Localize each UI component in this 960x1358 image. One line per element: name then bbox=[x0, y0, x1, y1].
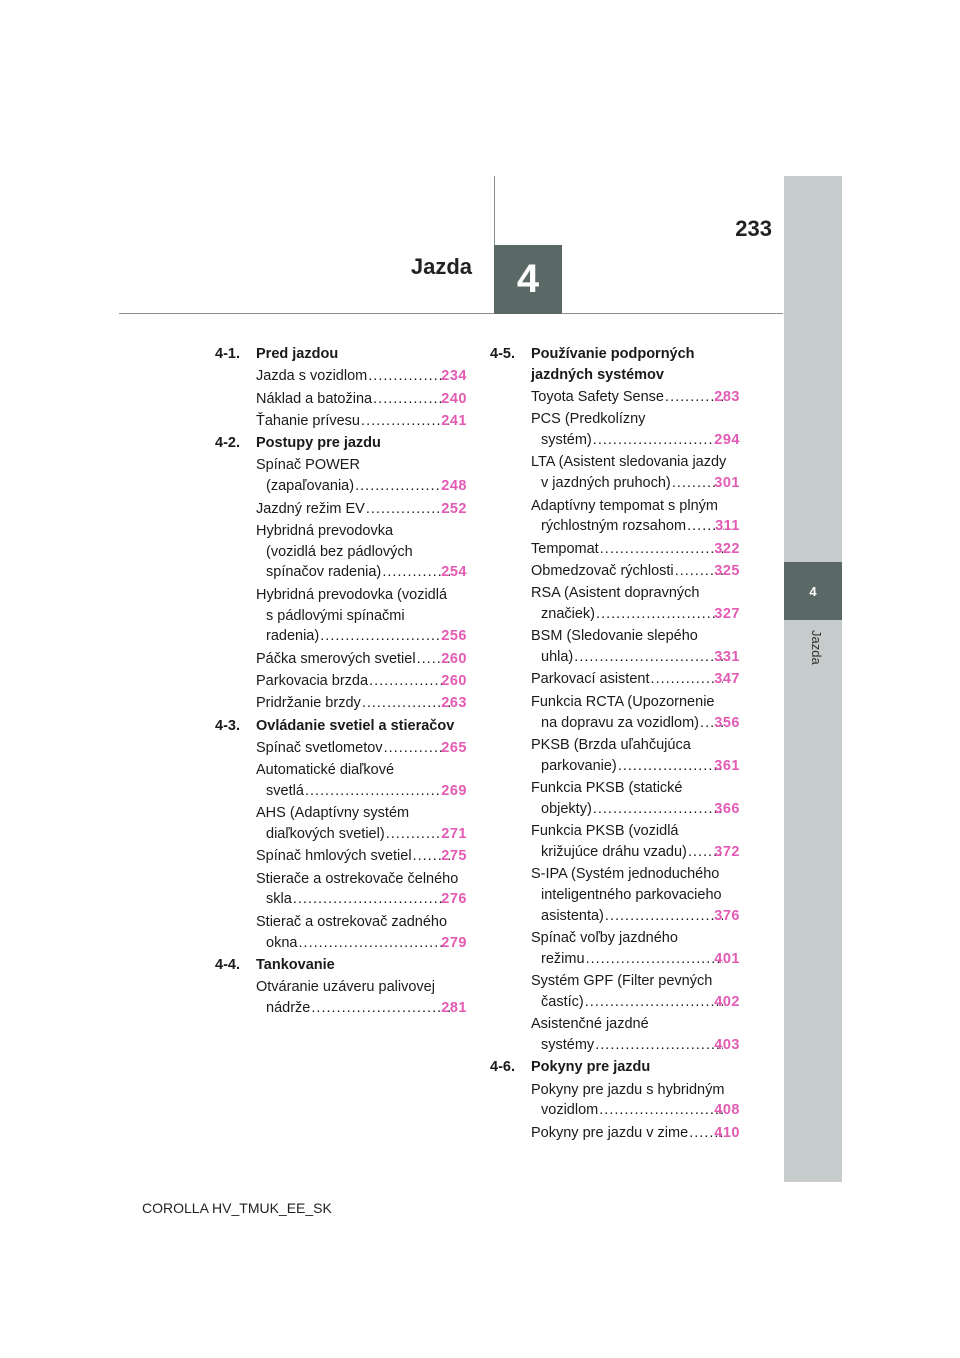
entry-text: Spínač hmlových svetiel bbox=[256, 848, 412, 865]
toc-entry[interactable] bbox=[256, 649, 467, 670]
page-link[interactable]: 372 bbox=[714, 843, 740, 860]
toc-section-heading bbox=[215, 955, 467, 976]
page-link[interactable]: 322 bbox=[714, 540, 740, 557]
toc-entry[interactable] bbox=[531, 583, 740, 625]
dot-leader bbox=[305, 781, 450, 802]
entry-text: Systém GPF (Filter pevných bbox=[531, 973, 713, 990]
dot-leader bbox=[574, 647, 723, 668]
entry-text: BSM (Sledovanie slepého bbox=[531, 628, 698, 645]
page-link[interactable]: 410 bbox=[714, 1124, 740, 1141]
entry-text: spínačov radenia) bbox=[266, 564, 382, 581]
page-link[interactable]: 356 bbox=[714, 714, 740, 731]
entry-text: uhla) bbox=[541, 649, 574, 666]
section-number: 4-4. bbox=[215, 956, 240, 973]
toc-entry[interactable] bbox=[531, 669, 740, 690]
toc-entry[interactable] bbox=[256, 738, 467, 759]
dot-leader bbox=[366, 499, 451, 520]
dot-leader bbox=[599, 1100, 723, 1121]
dot-leader bbox=[311, 998, 450, 1019]
entry-text: Jazda s vozidlom bbox=[256, 368, 368, 385]
entry-text: Ťahanie prívesu bbox=[256, 412, 360, 429]
dot-leader bbox=[320, 626, 450, 647]
toc-entry[interactable] bbox=[531, 928, 740, 970]
page-link[interactable]: 263 bbox=[441, 695, 467, 712]
toc-entry[interactable] bbox=[256, 846, 467, 867]
toc-left-column bbox=[215, 344, 467, 1020]
entry-text: režimu bbox=[541, 950, 585, 967]
toc-entry[interactable] bbox=[531, 387, 740, 408]
dot-leader bbox=[596, 604, 723, 625]
chapter-title: Jazda bbox=[410, 254, 472, 279]
dot-leader bbox=[593, 430, 724, 451]
entry-text: Toyota Safety Sense bbox=[531, 389, 664, 406]
toc-entry[interactable] bbox=[531, 539, 740, 560]
page-link[interactable]: 256 bbox=[441, 628, 467, 645]
page-link[interactable]: 331 bbox=[714, 649, 740, 666]
entry-text: asistenta) bbox=[541, 907, 604, 924]
entry-text: LTA (Asistent sledovania jazdy bbox=[531, 454, 727, 471]
section-number: 4-6. bbox=[490, 1059, 515, 1076]
toc-entry[interactable] bbox=[256, 411, 467, 432]
toc-entry[interactable] bbox=[531, 561, 740, 582]
toc-entry[interactable] bbox=[531, 1123, 740, 1144]
dot-leader bbox=[618, 756, 724, 777]
entry-text: skla bbox=[266, 891, 292, 908]
toc-entry[interactable] bbox=[256, 455, 467, 497]
page-link[interactable]: 327 bbox=[714, 606, 740, 623]
entry-text: značiek) bbox=[541, 606, 595, 623]
page-link[interactable]: 260 bbox=[441, 672, 467, 689]
page-link[interactable]: 376 bbox=[714, 907, 740, 924]
toc-entry[interactable] bbox=[531, 1080, 740, 1122]
page-link[interactable]: 301 bbox=[714, 475, 740, 492]
page-link[interactable]: 366 bbox=[714, 800, 740, 817]
section-title: Pokyny pre jazdu bbox=[531, 1059, 651, 1076]
entry-text: systémy bbox=[541, 1037, 595, 1053]
toc-entry[interactable] bbox=[531, 778, 740, 820]
page-link[interactable]: 265 bbox=[441, 739, 467, 756]
toc-entry[interactable] bbox=[256, 671, 467, 692]
entry-text: (zapaľovania) bbox=[266, 478, 355, 495]
toc-entry[interactable] bbox=[531, 971, 740, 1013]
page-link[interactable]: 240 bbox=[441, 390, 467, 407]
chapter-number-box: 4 bbox=[494, 245, 562, 314]
entry-text: Pokyny pre jazdu s hybridným bbox=[531, 1081, 725, 1098]
entry-text: okna bbox=[266, 934, 298, 951]
toc-entry[interactable] bbox=[531, 626, 740, 668]
dot-leader bbox=[355, 476, 450, 497]
toc-entry[interactable] bbox=[256, 977, 467, 1019]
entry-text: Asistenčné jazdné bbox=[531, 1016, 649, 1033]
page-link[interactable]: 401 bbox=[714, 950, 740, 967]
entry-text: s pádlovými spínačmi bbox=[266, 607, 405, 624]
entry-text: Pridržanie brzdy bbox=[256, 695, 361, 712]
toc-entry[interactable] bbox=[531, 821, 740, 863]
entry-text: svetlá bbox=[266, 782, 304, 799]
toc-entry[interactable] bbox=[256, 760, 467, 802]
entry-text: diaľkových svetiel) bbox=[266, 826, 385, 843]
toc-section-heading bbox=[490, 344, 740, 386]
entry-text: (vozidlá bez pádlových bbox=[266, 543, 413, 560]
entry-text: Funkcia PKSB (vozidlá bbox=[531, 823, 679, 840]
entry-text: Parkovacia brzda bbox=[256, 672, 369, 689]
page-link[interactable]: 281 bbox=[441, 999, 467, 1016]
entry-text: PKSB (Brzda uľahčujúca bbox=[531, 736, 691, 753]
entry-text: parkovanie) bbox=[541, 757, 617, 774]
dot-leader bbox=[605, 906, 723, 927]
page-link[interactable]: 408 bbox=[714, 1102, 740, 1119]
dot-leader bbox=[650, 669, 723, 690]
entry-text: v jazdných pruhoch) bbox=[541, 475, 671, 492]
dot-leader bbox=[298, 933, 450, 954]
toc-entry[interactable] bbox=[256, 585, 467, 647]
dot-leader bbox=[362, 693, 451, 714]
side-tab-number[interactable]: 4 bbox=[784, 562, 842, 620]
toc-section-heading bbox=[215, 344, 467, 365]
dot-leader bbox=[368, 366, 450, 387]
dot-leader bbox=[600, 539, 724, 560]
entry-text: Spínač svetlometov bbox=[256, 739, 383, 756]
entry-text: AHS (Adaptívny systém bbox=[256, 805, 410, 822]
entry-text: Funkcia RCTA (Upozornenie bbox=[531, 693, 715, 710]
dot-leader bbox=[369, 671, 450, 692]
toc-section-heading bbox=[215, 433, 467, 454]
dot-leader bbox=[382, 562, 450, 583]
section-number: 4-1. bbox=[215, 346, 240, 362]
section-number: 4-5. bbox=[490, 346, 515, 362]
page-link[interactable]: 311 bbox=[715, 518, 740, 535]
dot-leader bbox=[593, 799, 724, 820]
entry-text: Parkovací asistent bbox=[531, 671, 650, 688]
entry-text: Stierače a ostrekovače čelného bbox=[256, 870, 459, 887]
page-link[interactable]: 347 bbox=[714, 671, 740, 688]
entry-text: Hybridná prevodovka bbox=[256, 522, 394, 539]
dot-leader bbox=[595, 1035, 723, 1056]
toc-entry[interactable] bbox=[531, 1014, 740, 1056]
toc-entry[interactable] bbox=[531, 735, 740, 777]
dot-leader bbox=[586, 949, 724, 970]
toc-entry[interactable] bbox=[256, 912, 467, 954]
toc-right-column bbox=[490, 344, 740, 1145]
page-link[interactable]: 402 bbox=[714, 993, 740, 1010]
toc-entry[interactable] bbox=[531, 409, 740, 451]
entry-text: Jazdný režim EV bbox=[256, 500, 365, 517]
section-title: Používanie podporných jazdných systémov bbox=[531, 346, 695, 383]
toc-entry[interactable] bbox=[531, 692, 740, 734]
page-link[interactable]: 294 bbox=[714, 432, 740, 449]
page-number: 233 bbox=[735, 216, 772, 241]
page-link[interactable]: 403 bbox=[714, 1037, 740, 1053]
toc-entry[interactable] bbox=[256, 521, 467, 583]
page-link[interactable]: 234 bbox=[441, 368, 467, 385]
toc-section-heading bbox=[215, 716, 467, 737]
page-link[interactable]: 279 bbox=[441, 934, 467, 951]
section-number: 4-2. bbox=[215, 435, 240, 452]
page-link[interactable]: 260 bbox=[441, 650, 467, 667]
entry-text: S-IPA (Systém jednoduchého bbox=[531, 866, 720, 883]
toc-entry[interactable] bbox=[256, 869, 467, 911]
entry-text: RSA (Asistent dopravných bbox=[531, 585, 700, 602]
entry-text: Pokyny pre jazdu v zime bbox=[531, 1124, 689, 1141]
toc-entry[interactable] bbox=[256, 803, 467, 845]
entry-text: Obmedzovač rýchlosti bbox=[531, 562, 674, 579]
entry-text: nádrže bbox=[266, 999, 311, 1016]
side-tab-label: Jazda bbox=[809, 630, 824, 665]
dot-leader bbox=[585, 992, 724, 1013]
page-link[interactable]: 283 bbox=[714, 389, 740, 406]
entry-text: rýchlostným rozsahom bbox=[541, 518, 687, 535]
section-title: Postupy pre jazdu bbox=[256, 435, 381, 452]
entry-text: Adaptívny tempomat s plným bbox=[531, 497, 718, 514]
entry-text: vozidlom bbox=[541, 1102, 599, 1119]
entry-text: na dopravu za vozidlom) bbox=[541, 714, 699, 731]
toc-entry[interactable] bbox=[256, 389, 467, 410]
page-link[interactable]: 271 bbox=[441, 826, 467, 843]
entry-text: objekty) bbox=[541, 800, 592, 817]
entry-text: Páčka smerových svetiel bbox=[256, 650, 416, 667]
page-link[interactable]: 275 bbox=[441, 848, 467, 865]
entry-text: Otváranie uzáveru palivovej bbox=[256, 979, 435, 996]
section-title: Tankovanie bbox=[256, 956, 335, 973]
entry-text: inteligentného parkovacieho bbox=[541, 886, 722, 903]
entry-text: Stierač a ostrekovač zadného bbox=[256, 913, 448, 930]
page-link[interactable]: 269 bbox=[441, 782, 467, 799]
entry-text: PCS (Predkolízny bbox=[531, 411, 646, 428]
page-link[interactable]: 361 bbox=[714, 757, 740, 774]
section-title: Ovládanie svetiel a stieračov bbox=[256, 717, 455, 734]
section-title: Pred jazdou bbox=[256, 346, 339, 362]
toc-entry[interactable] bbox=[256, 499, 467, 520]
header-divider-horizontal bbox=[119, 313, 783, 314]
entry-text: Spínač POWER bbox=[256, 457, 360, 474]
entry-text: križujúce dráhu vzadu) bbox=[541, 843, 687, 860]
entry-text: Tempomat bbox=[531, 540, 599, 557]
toc-entry[interactable] bbox=[256, 366, 467, 387]
page-link[interactable]: 252 bbox=[441, 500, 467, 517]
toc-section-heading bbox=[490, 1057, 740, 1078]
toc-entry[interactable] bbox=[256, 693, 467, 714]
entry-text: radenia) bbox=[266, 628, 320, 645]
page-link[interactable]: 325 bbox=[714, 562, 740, 579]
entry-text: systém) bbox=[541, 432, 592, 449]
section-number: 4-3. bbox=[215, 717, 240, 734]
page-link[interactable]: 254 bbox=[441, 564, 467, 581]
dot-leader bbox=[384, 738, 451, 759]
footer-code: COROLLA HV_TMUK_EE_SK bbox=[142, 1200, 332, 1216]
entry-text: častíc) bbox=[541, 993, 584, 1010]
dot-leader bbox=[361, 411, 450, 432]
page-link[interactable]: 248 bbox=[441, 478, 467, 495]
entry-text: Náklad a batožina bbox=[256, 390, 373, 407]
entry-text: Spínač voľby jazdného bbox=[531, 930, 678, 947]
entry-text: Funkcia PKSB (statické bbox=[531, 779, 683, 796]
toc-entry[interactable] bbox=[531, 452, 740, 494]
header-divider-vertical bbox=[494, 176, 495, 246]
toc-entry[interactable] bbox=[531, 864, 740, 926]
dot-leader bbox=[293, 889, 451, 910]
page-link[interactable]: 276 bbox=[441, 891, 467, 908]
toc-entry[interactable] bbox=[531, 496, 740, 538]
entry-text: Automatické diaľkové bbox=[256, 762, 395, 779]
page-link[interactable]: 241 bbox=[441, 412, 467, 429]
dot-leader bbox=[373, 389, 450, 410]
entry-text: Hybridná prevodovka (vozidlá bbox=[256, 586, 448, 603]
